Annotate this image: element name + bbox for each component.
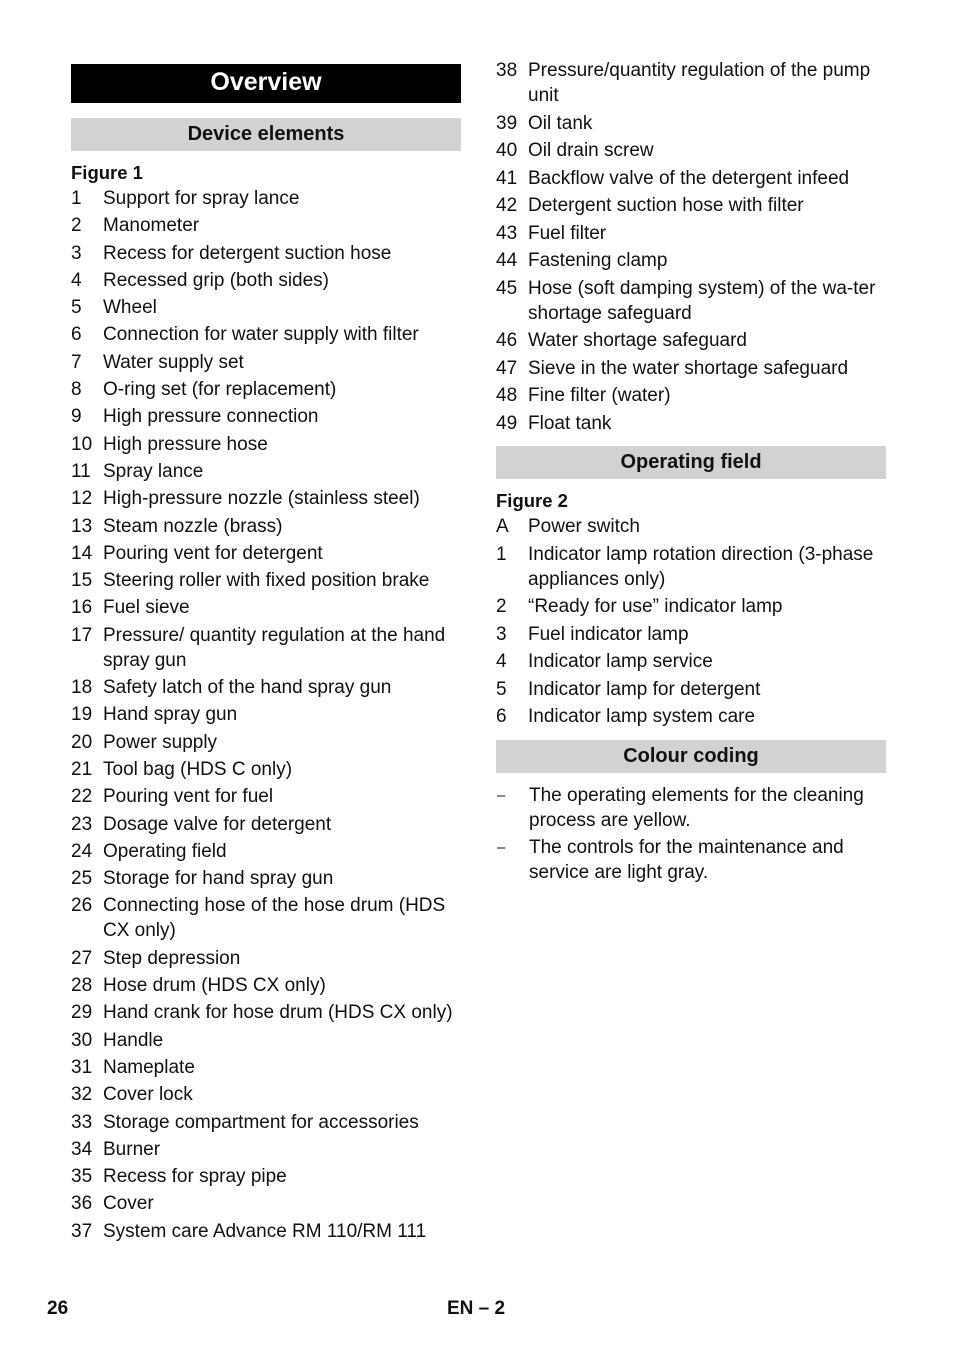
list-item: [71, 866, 461, 891]
item-number: 5: [496, 678, 507, 700]
item-number: 49: [496, 412, 518, 434]
item-text: Connecting hose of the hose drum (HDS CX only): [103, 895, 446, 942]
list-item: [496, 677, 886, 702]
item-number: 3: [71, 242, 82, 264]
item-text: Backflow valve of the detergent infeed: [528, 167, 850, 189]
item-number: 1: [71, 188, 82, 209]
item-number: 40: [496, 140, 518, 161]
item-number: 10: [71, 433, 93, 455]
list-item: [71, 541, 461, 566]
bullet-dash: –: [497, 786, 506, 804]
list-item: [71, 1164, 461, 1189]
item-number: 39: [496, 112, 518, 134]
language-page-label: EN – 2: [447, 1298, 506, 1319]
list-item: [496, 649, 886, 674]
item-number: 31: [71, 1056, 93, 1078]
item-number: 6: [496, 706, 507, 727]
item-text: Indicator lamp system care: [528, 706, 756, 727]
item-number: A: [496, 516, 509, 537]
list-item: [496, 221, 886, 246]
list-item: [71, 295, 461, 320]
list-item: [496, 542, 886, 592]
list-item: [71, 486, 461, 511]
item-number: 47: [496, 357, 518, 379]
device-elements-list-continued: [496, 58, 886, 436]
item-number: 33: [71, 1111, 93, 1133]
item-number: 2: [71, 215, 82, 237]
list-item: [71, 1191, 461, 1216]
list-item: [496, 328, 886, 353]
list-item: [71, 812, 461, 837]
item-number: 36: [71, 1193, 93, 1215]
item-text: Connection for water supply with filter: [103, 324, 419, 346]
item-number: 45: [496, 277, 518, 299]
left-column: [71, 58, 461, 1246]
item-number: 2: [496, 596, 507, 617]
item-text: Indicator lamp rotation direction (3-phase appliances only): [528, 543, 874, 590]
item-number: 21: [71, 758, 93, 780]
item-text: Power switch: [528, 516, 640, 537]
list-item: [71, 377, 461, 402]
item-number: 48: [496, 385, 518, 406]
list-item: [496, 138, 886, 163]
device-elements-heading: Device elements: [71, 118, 461, 151]
list-item: [71, 839, 461, 864]
item-text: Burner: [103, 1138, 161, 1160]
item-number: 32: [71, 1084, 93, 1106]
item-text: Pouring vent for detergent: [103, 542, 323, 564]
device-elements-list: [71, 186, 461, 1244]
list-item: [496, 166, 886, 191]
item-text: Operating field: [103, 840, 227, 862]
item-text: Storage for hand spray gun: [103, 868, 334, 890]
item-text: High pressure hose: [103, 433, 268, 455]
item-text: Float tank: [528, 412, 612, 434]
item-number: 25: [71, 868, 93, 890]
colour-coding-heading: Colour coding: [496, 740, 886, 773]
item-text: Pressure/ quantity regulation at the hand spray gun: [103, 624, 446, 671]
item-number: 14: [71, 542, 93, 564]
item-number: 17: [71, 624, 93, 646]
item-text: Recessed grip (both sides): [103, 269, 329, 291]
figure-1-label: Figure 1: [71, 162, 143, 183]
item-number: 20: [71, 731, 93, 753]
list-item: [71, 322, 461, 347]
item-number: 11: [71, 460, 91, 482]
item-number: 7: [71, 351, 82, 373]
list-item: [71, 1082, 461, 1107]
list-item: [71, 514, 461, 539]
list-item: [71, 1000, 461, 1025]
list-item: [71, 404, 461, 429]
item-text: Handle: [103, 1029, 164, 1051]
list-item: [71, 675, 461, 700]
list-item: [496, 58, 886, 108]
list-item: [71, 784, 461, 809]
item-number: 8: [71, 379, 82, 401]
list-item: [71, 1137, 461, 1162]
list-item: [71, 186, 461, 211]
list-item: [496, 622, 886, 647]
list-item: [71, 213, 461, 238]
item-number: 29: [71, 1002, 93, 1024]
right-column: [496, 58, 886, 887]
list-item: [496, 111, 886, 136]
item-text: Recess for detergent suction hose: [103, 242, 392, 264]
item-number: 4: [496, 651, 507, 672]
item-number: 22: [71, 786, 93, 808]
item-number: 9: [71, 406, 82, 428]
list-item: [71, 702, 461, 727]
item-text: Support for spray lance: [103, 188, 300, 209]
item-text: Tool bag (HDS C only): [103, 758, 293, 780]
item-text: High pressure connection: [103, 406, 319, 428]
list-item: [71, 757, 461, 782]
item-number: 41: [496, 167, 518, 189]
item-text: Pouring vent for fuel: [103, 786, 274, 808]
item-text: High-pressure nozzle (stainless steel): [103, 488, 420, 510]
item-text: Fuel filter: [528, 222, 607, 244]
item-number: 35: [71, 1166, 93, 1188]
item-text: Storage compartment for accessories: [103, 1111, 419, 1133]
list-item: [496, 276, 886, 326]
item-number: 18: [71, 677, 93, 699]
list-item: [71, 459, 461, 484]
list-item: [71, 893, 461, 943]
item-number: 26: [71, 895, 93, 917]
item-number: 27: [71, 947, 93, 969]
list-item: [71, 595, 461, 620]
item-text: Oil tank: [528, 112, 593, 134]
item-text: Manometer: [103, 215, 200, 237]
list-item: [496, 704, 886, 729]
item-text: Hose drum (HDS CX only): [103, 975, 326, 997]
list-item: [496, 514, 886, 539]
bullet-dash: –: [497, 838, 506, 856]
item-number: 34: [71, 1138, 93, 1160]
item-text: Nameplate: [103, 1056, 195, 1078]
item-number: 38: [496, 60, 518, 81]
list-item: [496, 411, 886, 436]
item-number: 13: [71, 515, 93, 537]
item-text: Water supply set: [103, 351, 244, 373]
item-text: Water shortage safeguard: [528, 330, 747, 351]
item-number: 24: [71, 840, 93, 862]
list-item: [71, 730, 461, 755]
item-number: 5: [71, 297, 82, 319]
item-text: “Ready for use” indicator lamp: [528, 596, 783, 617]
item-number: 1: [496, 543, 507, 565]
item-number: 12: [71, 488, 93, 510]
item-number: 42: [496, 195, 518, 216]
item-text: Safety latch of the hand spray gun: [103, 677, 392, 699]
list-item: [71, 973, 461, 998]
item-number: 37: [71, 1220, 93, 1242]
item-text: Power supply: [103, 731, 218, 753]
list-item: [71, 432, 461, 457]
overview-title: Overview: [71, 64, 461, 103]
item-text: Fine filter (water): [528, 385, 671, 406]
item-text: System care Advance RM 110/RM 111: [103, 1220, 427, 1242]
item-text: Hand crank for hose drum (HDS CX only): [103, 1002, 453, 1024]
colour-coding-list: [496, 783, 886, 885]
list-item: [71, 1219, 461, 1244]
item-number: 30: [71, 1029, 93, 1051]
item-text: Fuel indicator lamp: [528, 623, 689, 645]
item-number: 46: [496, 330, 518, 351]
item-text: Indicator lamp for detergent: [528, 678, 761, 700]
item-text: Step depression: [103, 947, 241, 969]
list-item: [71, 350, 461, 375]
item-text: O-ring set (for replacement): [103, 379, 337, 401]
list-item: [496, 783, 886, 833]
item-text: Detergent suction hose with filter: [528, 195, 804, 216]
figure-2-label: Figure 2: [496, 490, 568, 511]
item-text: The controls for the maintenance and service are light gray.: [529, 836, 844, 883]
list-item: [71, 568, 461, 593]
item-number: 6: [71, 324, 82, 346]
item-number: 23: [71, 813, 93, 835]
item-number: 28: [71, 975, 93, 997]
list-item: [71, 1110, 461, 1135]
list-item: [71, 1028, 461, 1053]
list-item: [496, 356, 886, 381]
item-text: Dosage valve for detergent: [103, 813, 332, 835]
list-item: [71, 946, 461, 971]
item-text: Sieve in the water shortage safeguard: [528, 357, 849, 379]
list-item: [71, 1055, 461, 1080]
item-text: Recess for spray pipe: [103, 1166, 287, 1188]
list-item: [496, 383, 886, 408]
item-text: Pressure/quantity regulation of the pump unit: [528, 60, 871, 106]
item-text: Fuel sieve: [103, 597, 190, 619]
item-text: Indicator lamp service: [528, 651, 713, 672]
item-number: 3: [496, 623, 507, 645]
item-text: Steam nozzle (brass): [103, 515, 283, 537]
list-item: [496, 594, 886, 619]
item-text: Cover: [103, 1193, 154, 1215]
item-text: The operating elements for the cleaning process are yellow.: [529, 784, 864, 831]
list-item: [71, 241, 461, 266]
page-number: 26: [47, 1298, 69, 1319]
item-text: Oil drain screw: [528, 140, 654, 161]
operating-field-list: [496, 514, 886, 729]
item-number: 19: [71, 704, 93, 726]
item-number: 4: [71, 269, 82, 291]
item-number: 16: [71, 597, 93, 619]
item-text: Cover lock: [103, 1084, 193, 1106]
item-text: Spray lance: [103, 460, 204, 482]
list-item: [71, 623, 461, 673]
item-number: 15: [71, 570, 93, 592]
item-number: 44: [496, 250, 518, 271]
list-item: [496, 835, 886, 885]
item-text: Fastening clamp: [528, 250, 668, 271]
operating-field-heading: Operating field: [496, 446, 886, 479]
item-number: 43: [496, 222, 518, 244]
list-item: [496, 248, 886, 273]
item-text: Steering roller with fixed position brake: [103, 570, 430, 592]
item-text: Hand spray gun: [103, 704, 238, 726]
list-item: [71, 268, 461, 293]
item-text: Wheel: [103, 297, 157, 319]
list-item: [496, 193, 886, 218]
item-text: Hose (soft damping system) of the wa-ter shortage safeguard: [528, 277, 876, 324]
